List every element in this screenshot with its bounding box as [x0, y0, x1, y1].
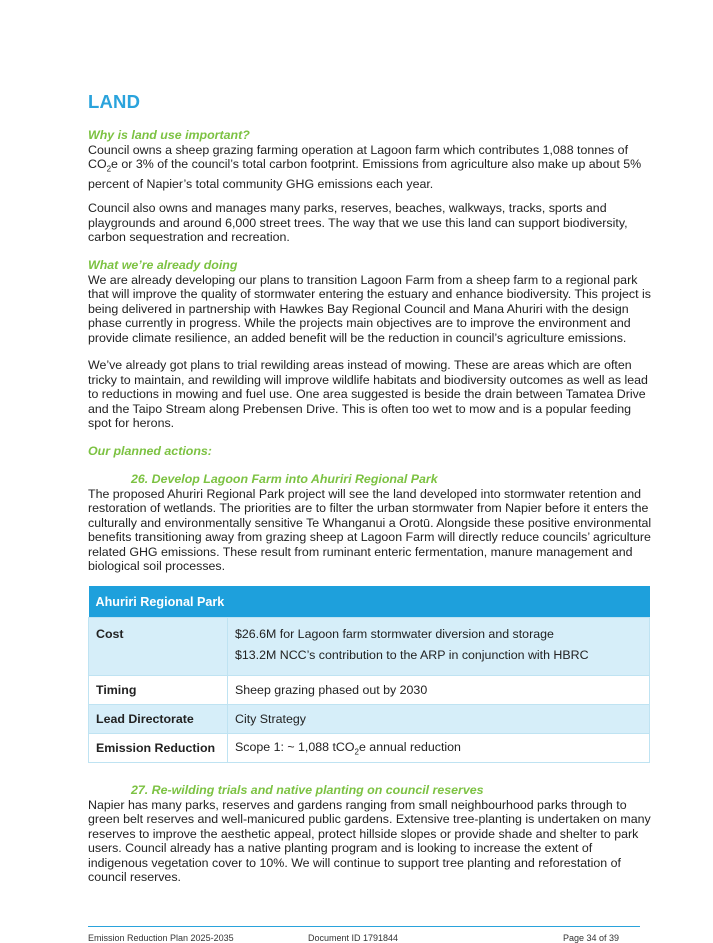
doing-paragraph-1: We are already developing our plans to transition Lagoon Farm from a sheep farm to a regional park that will improve the quality of stormwater entering the estuary and enhance biodiversity. This project is being delivered in partnership with Hawkes Bay Regional Council and Mana Ahuriri with the design phase currently in progress. While the projects main objectives are to improve the environment and provide climate resilience, an added benefit will be the reduction in council’s agriculture emissions. — [88, 272, 651, 345]
action-26 — [88, 472, 653, 574]
emission-label: Emission Reduction — [89, 734, 228, 763]
timing-value: Sheep grazing phased out by 2030 — [228, 676, 650, 705]
planned-section — [88, 444, 653, 459]
why-section-2 — [88, 201, 653, 245]
table-row-timing — [89, 676, 650, 705]
why-section — [88, 128, 653, 191]
action-26-body: The proposed Ahuriri Regional Park project will see the land developed into stormwater retention and restoration of wetlands. The priorities are to filter the urban stormwater from Napier before it enters the culturally and environmentally sensitive Te Whanganui a Orotū. Alongside these positive environmental benefits transitioning away from grazing sheep at Lagoon Farm will directly reduce councils’ agriculture related GHG emissions. These result from ruminant enteric fermentation, manure management and biological soil processes. — [88, 486, 652, 573]
table-header: Ahuriri Regional Park — [89, 586, 650, 618]
doing-section — [88, 258, 653, 345]
footer-divider — [88, 926, 640, 927]
emission-value: Scope 1: ~ 1,088 tCO$_2$e annual reduction — [228, 734, 650, 763]
footer-page-number: Page 34 of 39 — [563, 933, 620, 943]
footer-document-title: Emission Reduction Plan 2025-2035 — [88, 933, 234, 943]
table-row-emission — [89, 734, 650, 763]
cost-line-1: $26.6M for Lagoon farm stormwater diversion and storage — [235, 627, 554, 641]
action-27-body: Napier has many parks, reserves and gardens ranging from small neighbourhood parks through to green belt reserves and well-manicured public gardens. Extensive tree-planting is undertaken on many reserves to improve the aesthetic appeal, protect hillside slopes or provide shade and shelter to park users. Council already has a native planting program and is looking to increase the extent of indigenous vegetation cover to 10%. We will continue to support tree planting and reforestation of council reserves. — [88, 797, 651, 884]
doing-subheading: What we’re already doing — [88, 258, 238, 272]
why-paragraph-1: Council owns a sheep grazing farming operation at Lagoon farm which contributes 1,088 tonnes of $CO_2e$ or 3% of the council’s total carbon footprint. Emissions from agriculture also make up about 5% percent of Napier’s total community GHG emissions each year. — [88, 142, 642, 191]
action-27-title: 27. Re-wilding trials and native planting on council reserves — [131, 783, 484, 797]
action-26-title: 26. Develop Lagoon Farm into Ahuriri Regional Park — [131, 472, 438, 486]
cost-label: Cost — [89, 618, 228, 676]
why-paragraph-2: Council also owns and manages many parks, reserves, beaches, walkways, tracks, sports and playgrounds and around 6,000 street trees. The way that we use this land can support biodiversity, carbon sequestration and recreation. — [88, 201, 628, 244]
lead-value: City Strategy — [228, 705, 650, 734]
table-row-lead — [89, 705, 650, 734]
lead-label: Lead Directorate — [89, 705, 228, 734]
planned-subheading: Our planned actions: — [88, 444, 212, 458]
doing-paragraph-2: We’ve already got plans to trial rewilding areas instead of mowing. These are areas which are often tricky to maintain, and rewilding will improve wildlife habitats and biodiversity outcomes as well as lead to reductions in mowing and fuel use. One area suggested is beside the drain between Tamatea Drive and the Taipo Stream along Prebensen Drive. This is often too wet to mow and is a popular feeding spot for herons. — [88, 358, 648, 430]
section-heading: LAND — [88, 91, 141, 112]
timing-label: Timing — [89, 676, 228, 705]
action-27 — [88, 783, 653, 885]
doing-section-2 — [88, 358, 653, 431]
table-row-cost — [89, 618, 650, 676]
footer-document-id: Document ID 1791844 — [308, 933, 399, 943]
ahuriri-table — [88, 586, 650, 763]
cost-value — [228, 618, 650, 676]
cost-line-2: $13.2M NCC’s contribution to the ARP in conjunction with HBRC — [235, 648, 589, 662]
why-subheading: Why is land use important? — [88, 128, 250, 142]
